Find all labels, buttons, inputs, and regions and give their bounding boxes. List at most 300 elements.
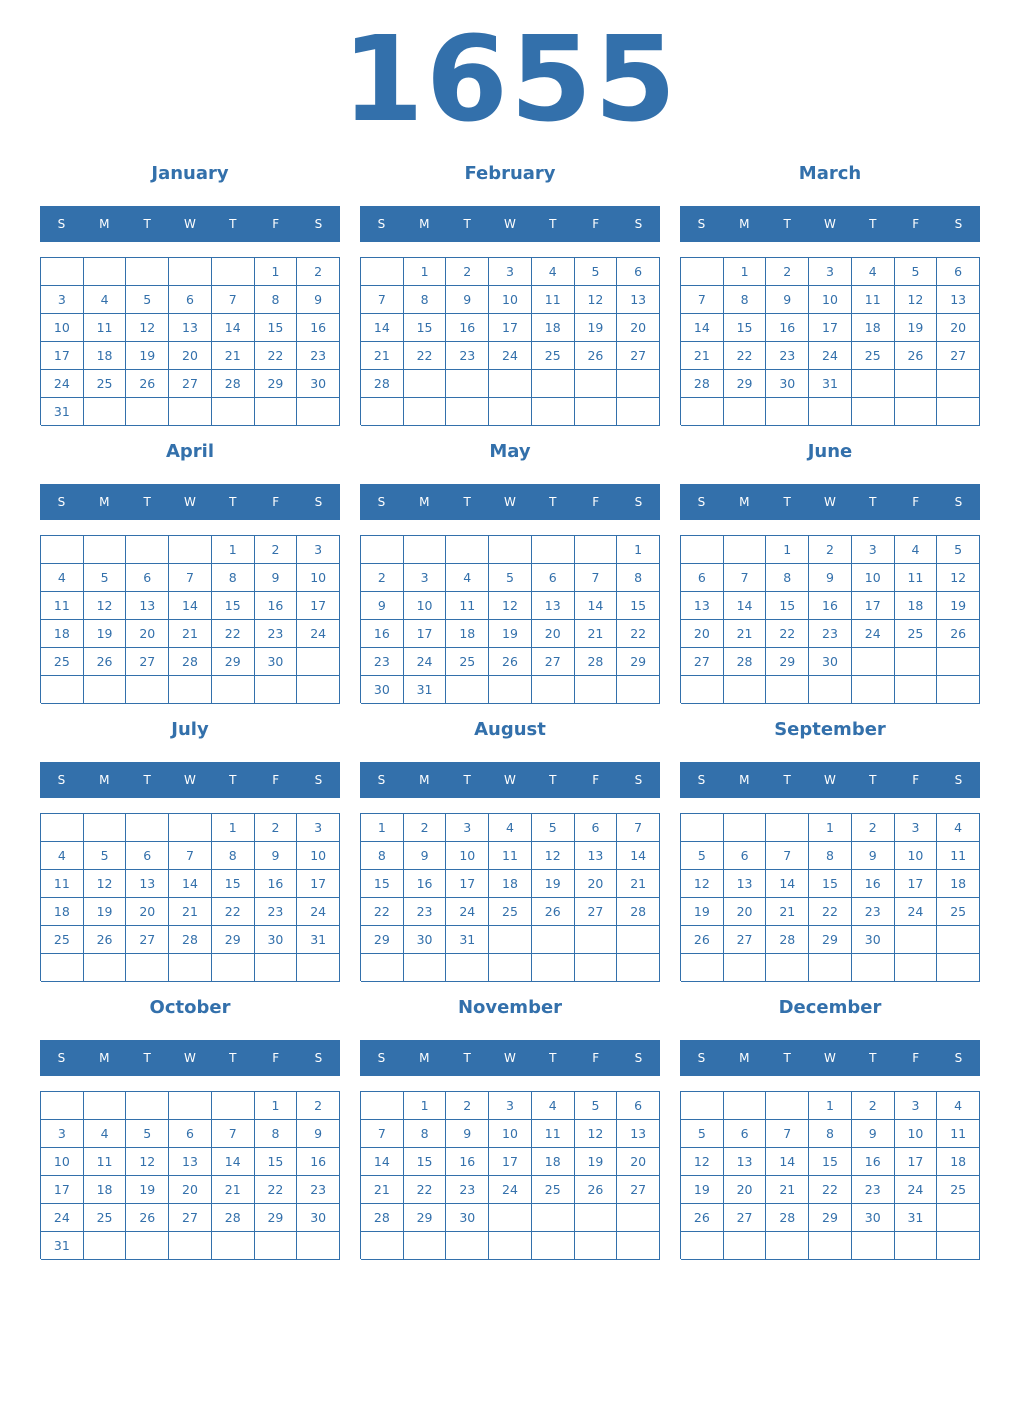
day-cell: 20	[126, 898, 169, 926]
day-cell: 23	[297, 342, 340, 370]
weekday-label: M	[739, 495, 750, 509]
day-cell: 9	[809, 564, 852, 592]
day-cell: 22	[255, 1176, 298, 1204]
weekday-header	[680, 484, 980, 520]
weekday-header	[40, 762, 340, 798]
day-cell: 10	[489, 286, 532, 314]
weekday-header	[360, 484, 660, 520]
empty-cell	[575, 926, 618, 954]
weekday-label: T	[869, 1051, 877, 1065]
day-cell: 30	[361, 676, 404, 704]
empty-cell	[446, 1232, 489, 1260]
day-cell: 5	[937, 536, 980, 564]
weekday-label: T	[229, 217, 237, 231]
day-cell: 26	[681, 926, 724, 954]
day-cell: 4	[41, 842, 84, 870]
day-cell: 26	[489, 648, 532, 676]
empty-cell	[84, 814, 127, 842]
day-cell: 16	[446, 314, 489, 342]
day-cell: 13	[169, 1148, 212, 1176]
day-cell: 14	[681, 314, 724, 342]
day-cell: 29	[617, 648, 660, 676]
empty-cell	[361, 1092, 404, 1120]
day-cell: 14	[766, 870, 809, 898]
weekday-label: T	[783, 217, 791, 231]
day-cell: 9	[361, 592, 404, 620]
empty-cell	[724, 398, 767, 426]
empty-cell	[724, 814, 767, 842]
day-cell: 17	[404, 620, 447, 648]
day-cell: 20	[575, 870, 618, 898]
day-cell: 18	[84, 1176, 127, 1204]
weekday-label: T	[869, 217, 877, 231]
empty-cell	[169, 954, 212, 982]
day-cell: 17	[489, 314, 532, 342]
empty-cell	[489, 1232, 532, 1260]
day-cell: 7	[212, 1120, 255, 1148]
weekday-label: S	[377, 773, 386, 787]
empty-cell	[84, 536, 127, 564]
day-cell: 8	[617, 564, 660, 592]
weekday-label: F	[592, 217, 600, 231]
day-cell: 24	[41, 1204, 84, 1232]
empty-cell	[852, 648, 895, 676]
day-cell: 2	[404, 814, 447, 842]
empty-cell	[617, 398, 660, 426]
weekday-label: F	[592, 1051, 600, 1065]
month-name: April	[165, 441, 215, 462]
day-cell: 24	[297, 620, 340, 648]
day-cell: 26	[575, 1176, 618, 1204]
empty-cell	[532, 536, 575, 564]
day-cell: 13	[724, 1148, 767, 1176]
day-cell: 5	[532, 814, 575, 842]
day-cell: 3	[852, 536, 895, 564]
day-cell: 21	[169, 620, 212, 648]
weekday-label: S	[634, 495, 643, 509]
day-cell: 5	[126, 286, 169, 314]
empty-cell	[937, 1232, 980, 1260]
weekday-label: T	[549, 217, 557, 231]
day-cell: 3	[41, 1120, 84, 1148]
empty-cell	[297, 1232, 340, 1260]
weekday-label: S	[634, 773, 643, 787]
day-cell: 22	[724, 342, 767, 370]
day-cell: 21	[575, 620, 618, 648]
empty-cell	[575, 676, 618, 704]
day-cell: 22	[212, 898, 255, 926]
empty-cell	[446, 536, 489, 564]
weekday-label: S	[314, 217, 323, 231]
weekday-label: T	[143, 773, 151, 787]
empty-cell	[532, 1204, 575, 1232]
empty-cell	[126, 1092, 169, 1120]
empty-cell	[809, 676, 852, 704]
day-cell: 15	[404, 314, 447, 342]
day-cell: 23	[852, 898, 895, 926]
empty-cell	[404, 1232, 447, 1260]
weekday-label: S	[954, 495, 963, 509]
day-cell: 10	[895, 842, 938, 870]
day-cell: 25	[852, 342, 895, 370]
day-cell: 4	[84, 1120, 127, 1148]
day-cell: 5	[681, 1120, 724, 1148]
day-cell: 12	[575, 286, 618, 314]
empty-cell	[617, 926, 660, 954]
weekday-label: S	[954, 1051, 963, 1065]
day-cell: 25	[41, 648, 84, 676]
weekday-label: S	[314, 1051, 323, 1065]
day-cell: 20	[126, 620, 169, 648]
empty-cell	[489, 954, 532, 982]
day-grid	[360, 813, 660, 981]
empty-cell	[809, 398, 852, 426]
year-title: 1655	[341, 10, 679, 148]
day-cell: 26	[532, 898, 575, 926]
day-grid	[680, 535, 980, 703]
day-cell: 16	[809, 592, 852, 620]
empty-cell	[895, 370, 938, 398]
day-cell: 30	[255, 926, 298, 954]
day-cell: 30	[446, 1204, 489, 1232]
day-cell: 7	[766, 1120, 809, 1148]
weekday-label: S	[697, 217, 706, 231]
day-cell: 26	[681, 1204, 724, 1232]
day-cell: 12	[895, 286, 938, 314]
day-cell: 30	[255, 648, 298, 676]
weekday-label: F	[272, 217, 280, 231]
weekday-label: W	[824, 217, 836, 231]
day-cell: 7	[361, 286, 404, 314]
weekday-label: T	[143, 217, 151, 231]
day-cell: 13	[617, 286, 660, 314]
empty-cell	[361, 258, 404, 286]
weekday-label: W	[824, 1051, 836, 1065]
empty-cell	[937, 676, 980, 704]
day-cell: 30	[852, 1204, 895, 1232]
empty-cell	[361, 536, 404, 564]
day-cell: 18	[937, 1148, 980, 1176]
weekday-label: F	[912, 1051, 920, 1065]
weekday-label: S	[377, 495, 386, 509]
empty-cell	[169, 1232, 212, 1260]
day-cell: 18	[41, 620, 84, 648]
empty-cell	[41, 676, 84, 704]
day-cell: 23	[255, 620, 298, 648]
day-cell: 9	[852, 842, 895, 870]
day-cell: 28	[575, 648, 618, 676]
day-cell: 24	[41, 370, 84, 398]
weekday-label: S	[377, 217, 386, 231]
day-cell: 23	[361, 648, 404, 676]
day-cell: 27	[169, 1204, 212, 1232]
day-cell: 24	[895, 898, 938, 926]
weekday-label: W	[184, 495, 196, 509]
empty-cell	[446, 954, 489, 982]
day-cell: 25	[532, 1176, 575, 1204]
day-cell: 21	[681, 342, 724, 370]
weekday-label: S	[314, 773, 323, 787]
day-cell: 24	[404, 648, 447, 676]
day-cell: 8	[361, 842, 404, 870]
day-cell: 11	[895, 564, 938, 592]
day-cell: 12	[681, 1148, 724, 1176]
day-cell: 23	[255, 898, 298, 926]
day-cell: 18	[895, 592, 938, 620]
weekday-label: T	[229, 1051, 237, 1065]
day-cell: 17	[809, 314, 852, 342]
day-cell: 17	[895, 870, 938, 898]
day-cell: 23	[446, 1176, 489, 1204]
day-cell: 24	[489, 342, 532, 370]
empty-cell	[937, 648, 980, 676]
weekday-label: F	[272, 773, 280, 787]
month-name: March	[798, 163, 862, 184]
empty-cell	[169, 1092, 212, 1120]
empty-cell	[617, 1232, 660, 1260]
day-cell: 16	[255, 870, 298, 898]
empty-cell	[446, 676, 489, 704]
day-cell: 22	[617, 620, 660, 648]
day-cell: 31	[446, 926, 489, 954]
weekday-label: T	[869, 495, 877, 509]
weekday-label: S	[697, 495, 706, 509]
empty-cell	[575, 398, 618, 426]
empty-cell	[212, 954, 255, 982]
day-cell: 8	[212, 564, 255, 592]
empty-cell	[297, 398, 340, 426]
day-cell: 15	[255, 314, 298, 342]
day-cell: 23	[297, 1176, 340, 1204]
day-cell: 8	[255, 1120, 298, 1148]
day-cell: 22	[361, 898, 404, 926]
day-cell: 25	[446, 648, 489, 676]
day-cell: 11	[489, 842, 532, 870]
day-cell: 25	[84, 370, 127, 398]
weekday-label: F	[272, 1051, 280, 1065]
empty-cell	[809, 1232, 852, 1260]
day-cell: 4	[41, 564, 84, 592]
day-cell: 18	[532, 314, 575, 342]
day-cell: 26	[895, 342, 938, 370]
day-cell: 8	[212, 842, 255, 870]
day-cell: 9	[446, 1120, 489, 1148]
day-cell: 8	[724, 286, 767, 314]
empty-cell	[937, 398, 980, 426]
day-cell: 28	[617, 898, 660, 926]
day-cell: 14	[169, 592, 212, 620]
day-grid	[680, 813, 980, 981]
day-cell: 7	[212, 286, 255, 314]
day-cell: 3	[895, 1092, 938, 1120]
weekday-label: S	[57, 217, 66, 231]
day-cell: 13	[724, 870, 767, 898]
weekday-label: S	[697, 1051, 706, 1065]
day-cell: 11	[41, 870, 84, 898]
day-cell: 19	[937, 592, 980, 620]
day-cell: 23	[809, 620, 852, 648]
weekday-label: S	[57, 1051, 66, 1065]
empty-cell	[575, 370, 618, 398]
weekday-label: S	[377, 1051, 386, 1065]
empty-cell	[937, 1204, 980, 1232]
day-cell: 5	[126, 1120, 169, 1148]
day-grid	[360, 535, 660, 703]
weekday-label: F	[912, 773, 920, 787]
empty-cell	[126, 954, 169, 982]
empty-cell	[446, 370, 489, 398]
day-cell: 26	[575, 342, 618, 370]
day-cell: 2	[852, 1092, 895, 1120]
day-cell: 22	[809, 1176, 852, 1204]
day-cell: 28	[169, 648, 212, 676]
month-name: July	[171, 719, 209, 740]
day-cell: 15	[766, 592, 809, 620]
day-cell: 14	[212, 1148, 255, 1176]
day-cell: 24	[489, 1176, 532, 1204]
day-cell: 26	[126, 370, 169, 398]
empty-cell	[681, 1232, 724, 1260]
day-cell: 9	[255, 842, 298, 870]
empty-cell	[169, 258, 212, 286]
day-cell: 2	[446, 258, 489, 286]
day-cell: 5	[681, 842, 724, 870]
day-cell: 22	[404, 342, 447, 370]
day-cell: 26	[937, 620, 980, 648]
day-cell: 11	[937, 842, 980, 870]
weekday-label: W	[504, 773, 516, 787]
day-cell: 6	[126, 564, 169, 592]
day-cell: 17	[41, 342, 84, 370]
empty-cell	[766, 1092, 809, 1120]
empty-cell	[84, 1092, 127, 1120]
month-name: October	[149, 997, 231, 1018]
empty-cell	[724, 1092, 767, 1120]
day-cell: 19	[681, 1176, 724, 1204]
day-cell: 9	[255, 564, 298, 592]
day-cell: 6	[617, 1092, 660, 1120]
empty-cell	[361, 398, 404, 426]
weekday-label: S	[314, 495, 323, 509]
day-cell: 1	[809, 814, 852, 842]
weekday-label: T	[869, 773, 877, 787]
day-cell: 21	[212, 342, 255, 370]
day-cell: 13	[681, 592, 724, 620]
day-cell: 16	[297, 314, 340, 342]
weekday-label: T	[463, 1051, 471, 1065]
weekday-label: T	[229, 773, 237, 787]
day-cell: 10	[895, 1120, 938, 1148]
weekday-label: S	[634, 1051, 643, 1065]
empty-cell	[895, 1232, 938, 1260]
day-cell: 28	[212, 1204, 255, 1232]
day-cell: 10	[852, 564, 895, 592]
day-cell: 2	[361, 564, 404, 592]
day-cell: 4	[937, 1092, 980, 1120]
empty-cell	[852, 370, 895, 398]
day-cell: 17	[297, 592, 340, 620]
empty-cell	[404, 370, 447, 398]
day-cell: 16	[446, 1148, 489, 1176]
empty-cell	[766, 1232, 809, 1260]
day-cell: 30	[404, 926, 447, 954]
day-cell: 31	[895, 1204, 938, 1232]
day-cell: 27	[681, 648, 724, 676]
empty-cell	[532, 676, 575, 704]
day-cell: 25	[937, 898, 980, 926]
day-cell: 29	[766, 648, 809, 676]
day-cell: 28	[681, 370, 724, 398]
empty-cell	[126, 676, 169, 704]
day-cell: 20	[169, 342, 212, 370]
day-cell: 4	[852, 258, 895, 286]
empty-cell	[404, 398, 447, 426]
day-cell: 4	[895, 536, 938, 564]
empty-cell	[852, 398, 895, 426]
day-cell: 8	[404, 1120, 447, 1148]
day-cell: 4	[937, 814, 980, 842]
day-cell: 2	[809, 536, 852, 564]
weekday-label: T	[549, 495, 557, 509]
day-cell: 30	[297, 370, 340, 398]
month-name: January	[151, 163, 229, 184]
day-cell: 9	[852, 1120, 895, 1148]
empty-cell	[852, 676, 895, 704]
day-cell: 27	[532, 648, 575, 676]
day-cell: 8	[766, 564, 809, 592]
day-cell: 15	[724, 314, 767, 342]
weekday-header	[680, 762, 980, 798]
empty-cell	[895, 398, 938, 426]
empty-cell	[404, 954, 447, 982]
day-cell: 8	[404, 286, 447, 314]
empty-cell	[297, 676, 340, 704]
day-cell: 12	[126, 1148, 169, 1176]
day-cell: 22	[404, 1176, 447, 1204]
day-cell: 19	[532, 870, 575, 898]
month-name: November	[457, 997, 563, 1018]
day-cell: 14	[575, 592, 618, 620]
day-cell: 3	[404, 564, 447, 592]
day-cell: 15	[212, 592, 255, 620]
empty-cell	[212, 676, 255, 704]
day-cell: 24	[809, 342, 852, 370]
empty-cell	[681, 954, 724, 982]
day-cell: 14	[724, 592, 767, 620]
day-cell: 25	[532, 342, 575, 370]
day-cell: 2	[766, 258, 809, 286]
empty-cell	[575, 1204, 618, 1232]
empty-cell	[255, 954, 298, 982]
day-cell: 15	[255, 1148, 298, 1176]
day-cell: 17	[41, 1176, 84, 1204]
day-cell: 9	[446, 286, 489, 314]
day-cell: 29	[212, 648, 255, 676]
weekday-label: M	[99, 773, 110, 787]
day-cell: 12	[575, 1120, 618, 1148]
day-cell: 2	[297, 1092, 340, 1120]
day-cell: 27	[126, 926, 169, 954]
day-cell: 29	[212, 926, 255, 954]
weekday-header	[680, 1040, 980, 1076]
day-cell: 6	[575, 814, 618, 842]
empty-cell	[617, 370, 660, 398]
day-cell: 2	[446, 1092, 489, 1120]
day-cell: 30	[766, 370, 809, 398]
empty-cell	[41, 814, 84, 842]
empty-cell	[575, 536, 618, 564]
day-cell: 16	[297, 1148, 340, 1176]
